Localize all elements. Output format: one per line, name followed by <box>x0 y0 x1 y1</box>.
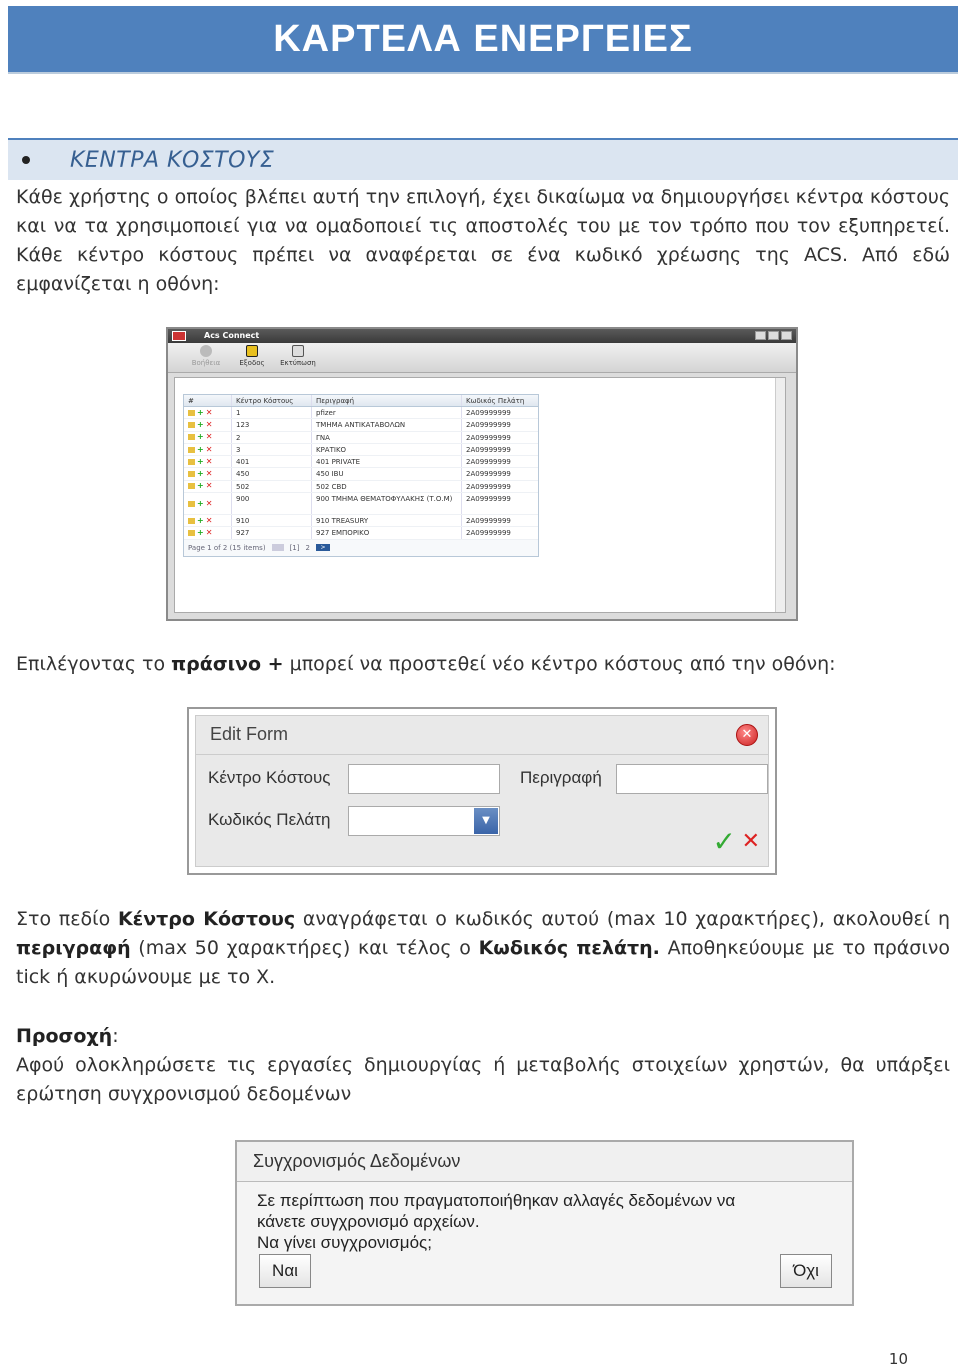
bold-span: περιγραφή <box>16 937 131 959</box>
table-row[interactable] <box>184 527 538 539</box>
add-icon[interactable]: + <box>197 419 204 429</box>
pager-next-button[interactable]: > <box>316 544 330 551</box>
cell-cost-center: 1 <box>232 407 312 418</box>
cell-description: 900 ΤΜΗΜΑ ΘΕΜΑΤΟΦΥΛΑΚΗΣ (Τ.Ο.Μ) <box>312 493 462 514</box>
cancel-x-icon[interactable]: ✕ <box>741 829 760 854</box>
table-row[interactable] <box>184 444 538 456</box>
grid-col-index: # <box>184 395 232 406</box>
toolbar-label: Εξοδος <box>239 359 265 367</box>
note-text: Αφού ολοκληρώσετε τις εργασίες δημιουργίας ή μεταβολής στοιχείων χρηστών, θα υπάρξει ερώτηση συγχρονισμού δεδομένων <box>16 1054 950 1105</box>
cell-cost-center: 450 <box>232 468 312 479</box>
delete-icon[interactable]: ✕ <box>205 456 213 466</box>
row-actions <box>184 468 232 479</box>
text-span: Αποθηκεύουμε με το πράσινο tick ή ακυρώνουμε με το Χ. <box>16 937 950 988</box>
row-actions <box>184 456 232 467</box>
note-paragraph <box>16 1022 950 1109</box>
table-row[interactable] <box>184 432 538 444</box>
toolbar-print-button[interactable] <box>280 343 316 372</box>
toolbar-label: Βοήθεια <box>191 359 221 367</box>
edit-form-title: Edit Form <box>210 724 289 744</box>
close-icon[interactable]: ✕ <box>736 724 758 746</box>
table-row[interactable] <box>184 407 538 419</box>
delete-icon[interactable]: ✕ <box>205 444 213 454</box>
add-icon[interactable]: + <box>197 469 204 479</box>
customer-code-label: Κωδικός Πελάτη <box>208 810 331 829</box>
section-header <box>8 138 958 180</box>
table-row[interactable] <box>184 456 538 468</box>
cell-description: 502 CBD <box>312 481 462 492</box>
cell-customer-code: 2Α09999999 <box>466 409 511 417</box>
page-banner <box>8 6 958 72</box>
grid-pager <box>184 540 538 556</box>
delete-icon[interactable]: ✕ <box>205 515 213 525</box>
exit-icon <box>246 345 258 357</box>
toolbar-label: Εκτύπωση <box>280 359 316 367</box>
table-row[interactable] <box>184 481 538 493</box>
grid-col-description: Περιγραφή <box>312 395 462 406</box>
row-actions <box>184 444 232 455</box>
grid-col-cost-center: Κέντρο Κόστους <box>232 395 312 406</box>
row-actions <box>184 493 232 514</box>
grid-col-customer-code: Κωδικός Πελάτη <box>466 397 525 405</box>
add-icon[interactable]: + <box>197 432 204 442</box>
bold-span: πράσινο + <box>171 653 284 675</box>
page-title: ΚΑΡΤΕΛΑ ΕΝΕΡΓΕΙΕΣ <box>273 18 693 60</box>
edit-form-panel <box>195 715 769 867</box>
add-icon[interactable]: + <box>197 444 204 454</box>
delete-icon[interactable]: ✕ <box>205 469 213 479</box>
cell-cost-center: 401 <box>232 456 312 467</box>
edit-form-screenshot <box>187 707 777 875</box>
pager-text: Page 1 of 2 (15 items) <box>188 543 266 552</box>
page-number: 10 <box>888 1350 908 1368</box>
edit-icon[interactable] <box>188 447 195 453</box>
text-span: μπορεί να προστεθεί νέο κέντρο κόστους από την οθόνη: <box>283 653 836 675</box>
bold-span: Κωδικός πελάτη. <box>478 937 660 959</box>
cell-cost-center: 900 <box>232 493 312 514</box>
banner-divider <box>8 72 958 74</box>
cell-customer-code: 2Α09999999 <box>466 482 511 491</box>
cell-cost-center: 927 <box>232 527 312 538</box>
cell-cost-center: 502 <box>232 481 312 492</box>
form-divider <box>196 754 768 755</box>
add-icon[interactable]: + <box>197 498 204 508</box>
grid-header <box>184 395 538 407</box>
cell-customer-code: 2Α09999999 <box>466 445 511 454</box>
maximize-icon[interactable] <box>768 331 779 340</box>
window-titlebar <box>168 329 796 343</box>
app-content <box>174 377 786 613</box>
edit-icon[interactable] <box>188 410 195 416</box>
checkmark-icon[interactable]: ✓ <box>712 825 736 858</box>
app-window-screenshot <box>166 327 798 621</box>
vertical-scrollbar[interactable] <box>775 378 785 612</box>
cell-customer-code: 2Α09999999 <box>466 458 511 467</box>
app-logo-icon <box>172 331 186 341</box>
cell-customer-code: 2Α09999999 <box>466 433 511 442</box>
table-row[interactable] <box>184 419 538 431</box>
add-paragraph <box>16 650 950 679</box>
window-controls <box>755 331 792 340</box>
table-row[interactable] <box>184 468 538 480</box>
app-toolbar <box>168 343 796 373</box>
row-actions <box>184 432 232 443</box>
yes-button[interactable]: Ναι <box>259 1254 311 1288</box>
row-actions <box>184 481 232 492</box>
edit-icon[interactable] <box>188 501 195 507</box>
cell-description: 450 IBU <box>312 468 462 479</box>
toolbar-exit-button[interactable] <box>234 343 270 372</box>
pager-prev-button[interactable] <box>272 544 284 551</box>
text-span: (max 50 χαρακτήρες) και τέλος ο <box>130 937 479 959</box>
cost-center-input[interactable] <box>348 764 500 794</box>
row-actions <box>184 515 232 526</box>
toolbar-help-button[interactable] <box>188 343 224 372</box>
no-button[interactable]: Όχι <box>780 1254 832 1288</box>
delete-icon[interactable]: ✕ <box>205 481 213 491</box>
edit-icon[interactable] <box>188 483 195 489</box>
description-label: Περιγραφή <box>520 768 602 787</box>
note-label: Προσοχή <box>16 1025 113 1047</box>
text-span: αναγράφεται ο κωδικός αυτού (max 10 χαρακτήρες), ακολουθεί η <box>295 908 951 930</box>
delete-icon[interactable]: ✕ <box>205 407 213 417</box>
delete-icon[interactable]: ✕ <box>205 419 213 429</box>
cell-cost-center: 123 <box>232 419 312 430</box>
pager-current-page[interactable]: [1] <box>289 543 300 552</box>
edit-icon[interactable] <box>188 434 195 440</box>
bullet-icon <box>22 156 30 164</box>
bold-span: Κέντρο Κόστους <box>117 908 296 930</box>
edit-icon[interactable] <box>188 422 195 428</box>
delete-icon[interactable]: ✕ <box>205 528 213 538</box>
row-actions <box>184 527 232 538</box>
add-icon[interactable]: + <box>197 407 204 417</box>
cell-description: ΤΜΗΜΑ ΑΝΤΙΚΑΤΑΒΟΛΩΝ <box>312 419 462 430</box>
customer-code-select[interactable] <box>348 806 500 836</box>
cell-cost-center: 3 <box>232 444 312 455</box>
cell-customer-code: 2Α09999999 <box>466 529 511 538</box>
text-span: : <box>112 1025 119 1047</box>
cell-customer-code: 2Α09999999 <box>466 470 511 479</box>
intro-paragraph: Κάθε χρήστης ο οποίος βλέπει αυτή την επιλογή, έχει δικαίωμα να δημιουργήσει κέντρα κόστους και να τα χρησιμοποιεί για να ομαδοποιεί τις αποστολές του με τον τρόπο που τον εξυπηρετεί. Κάθε κέντρο κόστους πρέπει να αναφέρεται σε ένα κωδικό χρέωσης της ACS. Από εδώ εμφανίζεται η οθόνη: <box>16 186 950 295</box>
help-icon <box>200 345 212 357</box>
cell-customer-code: 2Α09999999 <box>466 495 511 504</box>
cost-center-label: Κέντρο Κόστους <box>208 768 331 787</box>
message-line: κάνετε συγχρονισμό αρχείων. <box>257 1212 480 1231</box>
grid-body <box>184 407 538 540</box>
add-icon[interactable]: + <box>197 528 204 538</box>
sync-dialog-title: Συγχρονισμός Δεδομένων <box>237 1142 852 1182</box>
cell-customer-code: 2Α09999999 <box>466 421 511 430</box>
sync-dialog-message <box>257 1190 735 1253</box>
chevron-down-icon[interactable]: ▼ <box>474 808 498 834</box>
text-span: Στο πεδίο <box>16 908 118 930</box>
table-row[interactable] <box>184 515 538 527</box>
window-title: Acs Connect <box>204 331 260 340</box>
delete-icon[interactable]: ✕ <box>205 432 213 442</box>
cell-description: 927 ΕΜΠΟΡΙΚΟ <box>312 527 462 538</box>
add-icon[interactable]: + <box>197 515 204 525</box>
cell-description: ΓΝΑ <box>312 432 462 443</box>
minimize-icon[interactable] <box>755 331 766 340</box>
message-line: Να γίνει συγχρονισμός; <box>257 1233 432 1252</box>
delete-icon[interactable]: ✕ <box>205 498 213 508</box>
description-input[interactable] <box>616 764 768 794</box>
edit-icon[interactable] <box>188 459 195 465</box>
text-span: Επιλέγοντας το <box>16 653 172 675</box>
pager-page-2[interactable]: 2 <box>305 543 310 552</box>
cell-description: pfizer <box>312 407 462 418</box>
cell-cost-center: 2 <box>232 432 312 443</box>
cell-description: 910 TREASURY <box>312 515 462 526</box>
close-icon[interactable] <box>781 331 792 340</box>
table-row[interactable] <box>184 493 538 515</box>
cost-center-grid <box>183 394 539 557</box>
edit-icon[interactable] <box>188 530 195 536</box>
section-title: ΚΕΝΤΡΑ ΚΟΣΤΟΥΣ <box>70 148 275 173</box>
cell-description: 401 PRIVATE <box>312 456 462 467</box>
add-icon[interactable]: + <box>197 456 204 466</box>
message-line: Σε περίπτωση που πραγματοποιήθηκαν αλλαγές δεδομένων να <box>257 1191 736 1210</box>
cell-customer-code: 2Α09999999 <box>466 517 511 526</box>
cell-cost-center: 910 <box>232 515 312 526</box>
edit-icon[interactable] <box>188 518 195 524</box>
print-icon <box>292 345 304 357</box>
row-actions <box>184 419 232 430</box>
edit-icon[interactable] <box>188 471 195 477</box>
row-actions <box>184 407 232 418</box>
fields-paragraph <box>16 905 950 992</box>
cell-description: ΚΡΑΤΙΚΟ <box>312 444 462 455</box>
sync-dialog-screenshot <box>235 1140 854 1306</box>
add-icon[interactable]: + <box>197 481 204 491</box>
